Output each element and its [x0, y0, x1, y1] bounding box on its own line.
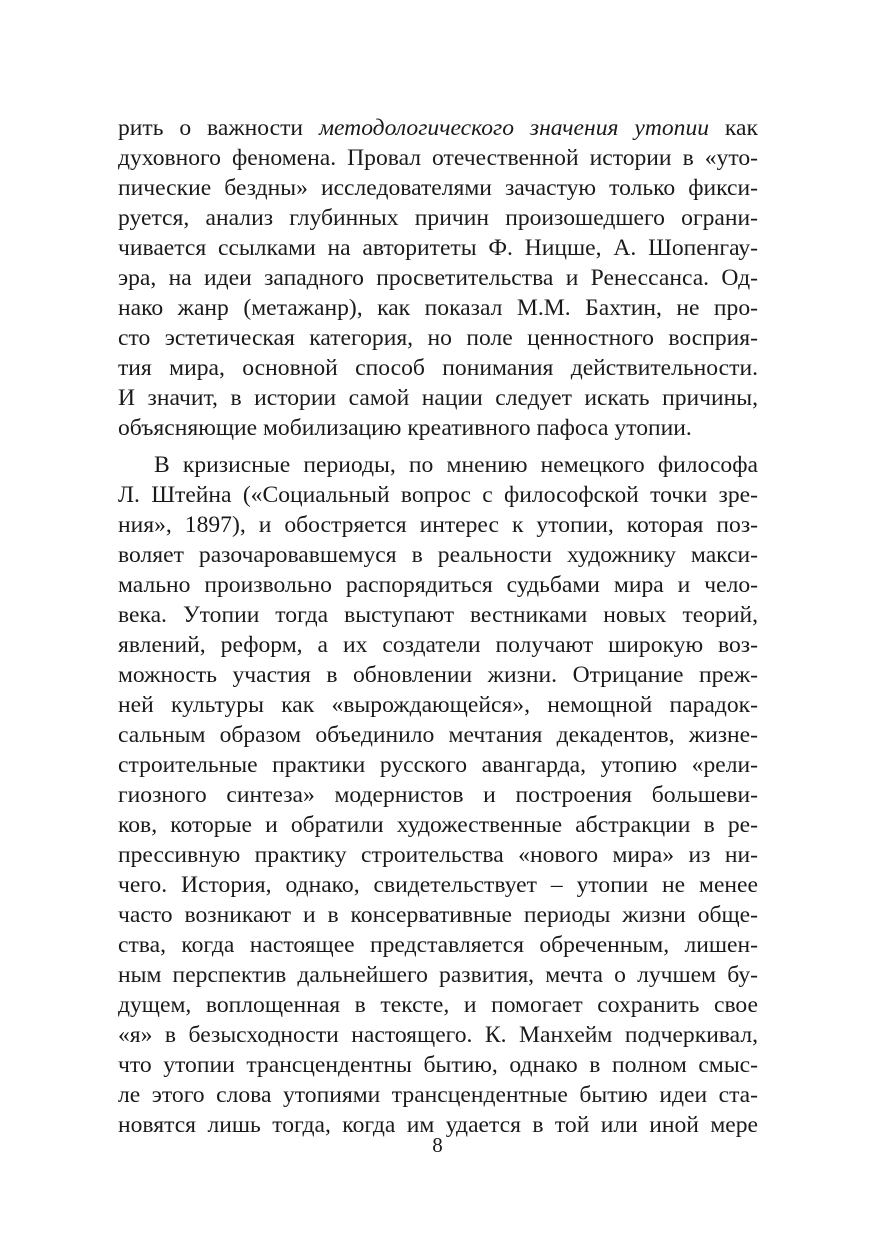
text-line: строительные практики русского авангарда, утопию «рели- [118, 752, 758, 778]
text-line: часто возникают и в консервативные периоды жизни обще- [118, 902, 758, 928]
text-line: объясняющие мобилизацию креативного пафоса утопии. [118, 415, 692, 441]
text-line: нако жанр (метажанр), как показал М.М. Бахтин, не про- [118, 295, 758, 321]
text-line: рить о важности методологического значения утопии как [118, 115, 758, 141]
emphasis-text: методологического значения утопии [318, 115, 710, 141]
text-line: мально произвольно распорядиться судьбами мира и чело- [118, 572, 758, 598]
text-line: века. Утопии тогда выступают вестниками новых теорий, [118, 602, 758, 628]
text-line: новятся лишь тогда, когда им удается в той или иной мере [118, 1112, 758, 1138]
text-line: ным перспектив дальнейшего развития, мечта о лучшем бу- [118, 962, 758, 988]
text-line: можность участия в обновлении жизни. Отрицание преж- [118, 662, 758, 688]
text-line: что утопии трансцендентны бытию, однако в полном смыс- [118, 1052, 758, 1078]
text-line: ния», 1897), и обостряется интерес к утопии, которая поз- [118, 512, 758, 538]
text-line: «я» в безысходности настоящего. К. Манхейм подчеркивал, [118, 1022, 758, 1048]
text-line: ней культуры как «вырождающейся», немощной парадок- [118, 692, 758, 718]
text-line: гиозного синтеза» модернистов и построения большеви- [118, 782, 758, 808]
text-line: явлений, реформ, а их создатели получают широкую воз- [118, 632, 758, 658]
text-line: пические бездны» исследователями зачастую только фикси- [118, 175, 758, 201]
text-line: И значит, в истории самой нации следует искать причины, [118, 385, 758, 411]
text-line: тия мира, основной способ понимания действительности. [118, 355, 758, 381]
text-line: духовного феномена. Провал отечественной истории в «уто- [118, 145, 758, 171]
text-line: Л. Штейна («Социальный вопрос с философской точки зре- [118, 482, 758, 508]
text-line: руется, анализ глубинных причин произошедшего ограни- [118, 205, 758, 231]
text-line: В кризисные периоды, по мнению немецкого философа [154, 452, 758, 478]
paragraph-2 [118, 450, 758, 1140]
page-body [118, 113, 758, 1140]
text-line: ков, которые и обратили художественные абстракции в ре- [118, 812, 758, 838]
text-line: сальным образом объединило мечтания декадентов, жизне- [118, 722, 758, 748]
text-line: эра, на идеи западного просветительства и Ренессанса. Од- [118, 265, 758, 291]
text-line: чего. История, однако, свидетельствует – утопии не менее [118, 872, 758, 898]
text-line: чивается ссылками на авторитеты Ф. Ницше, А. Шопенгау- [118, 235, 758, 261]
paragraph-1 [118, 113, 758, 443]
text-line: сто эстетическая категория, но поле ценностного восприя- [118, 325, 758, 351]
text-line: прессивную практику строительства «нового мира» из ни- [118, 842, 758, 868]
text-line: ства, когда настоящее представляется обреченным, лишен- [118, 932, 758, 958]
text-line: ле этого слова утопиями трансцендентные бытию идеи ста- [118, 1082, 758, 1108]
text-line: дущем, воплощенная в тексте, и помогает сохранить свое [118, 992, 758, 1018]
page-number: 8 [432, 1133, 443, 1157]
text-line: воляет разочаровавшемуся в реальности художнику макси- [118, 542, 758, 568]
